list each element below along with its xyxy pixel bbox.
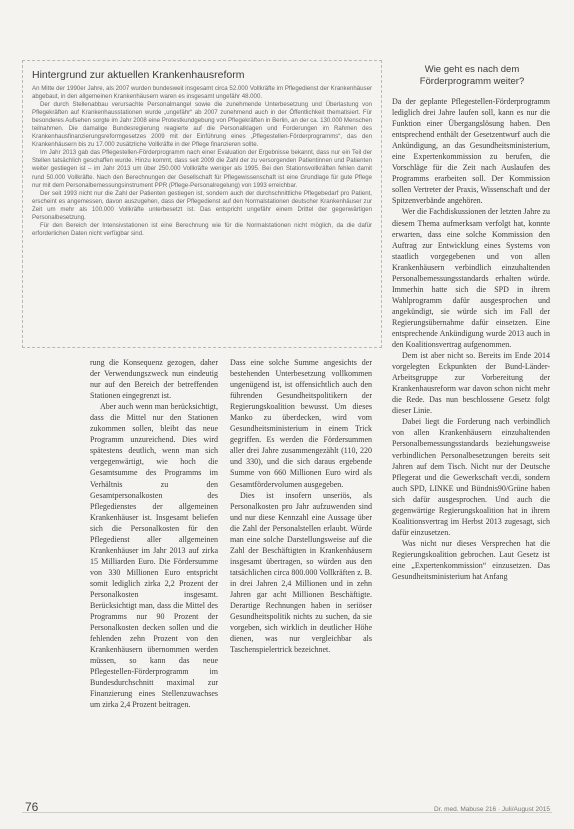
info-box-paragraph: Der durch Stellenabbau verursachte Personalmangel sowie die zunehmende Unterbesetzung und Überlastung von Pflegekräften auf Krankenhausstationen wurde „ungefähr“ ab 2007 zunehmend auch in der Öffentlichkeit thematisiert. Für besonderes Aufsehen sorgte im Jahr 2008 eine Protestkundgebung von Pflegekräften in Berlin, an der ca. 130.000 Menschen teilnahmen. Die damalige Bundesregierung reagierte auf die Personalklagen und Forderungen im Rahmen des Krankenhausfinanzierungsreformgesetzes 2009 mit der Einführung eines „Pflegestellen-Förderprogramms“, das den Krankenhäusern bis zu 17.000 zusätzliche Vollkräfte in der Pflege finanzieren sollte. — [32, 101, 372, 149]
middle-paragraph: Dies ist insofern unseriös, als Personalkosten pro Jahr aufzuwenden sind und nur diese Kennzahl eine Aussage über die Zahl der Personalstellen erlaubt. Würde man eine solche Darstellungsweise auf die Zahl der Beschäftigten in Krankenhäusern insgesamt übertragen, so würden aus den tatsächlichen circa 800.000 Vollkräften z. B. in drei Jahren 2,4 Millionen und in zehn Jahren gar acht Millionen Beschäftigte. Derartige Rechnungen haben in seriöser Gesundheitspolitik nichts zu suchen, da sie vorgeben, sich wirklich in deutlicher Höhe dienen, was nur vergleichbar als Taschenspielertrick bezeichnet. — [230, 490, 372, 655]
journal-footer: Dr. med. Mabuse 216 · Juli/August 2015 — [434, 806, 550, 813]
info-box-text — [32, 85, 372, 238]
middle-paragraph: Dass eine solche Summe angesichts der bestehenden Unterbesetzung vollkommen ungenügend ist, ist offensichtlich auch den führenden Gesundheitspolitikern der Regierungskoalition bewusst. Um dieses Manko zu überdecken, wird vom Gesundheitsministerium in einem Trick gegriffen. Es werden die Fördersummen aller drei Jahre zusammengezählt (110, 220 und 330), und die sich daraus ergebende Summe von 660 Millionen Euro wird als Gesamtfördervolumen ausgegeben. — [230, 358, 372, 489]
right-paragraph: Da der geplante Pflegestellen-Förderprogramm lediglich drei Jahre laufen soll, kann es nur die Funktion einer Übergangslösung haben. Den entsprechend enthält der Gesetzentwurf auch die Ankündigung, an das Gesundheitsministerium, eine Expertenkommission zu berufen, die Vorschläge für die Zeit nach Auslaufen des Programms erarbeiten soll. Der Kommission sollen Vertreter der Praxis, Wissenschaft und der Spitzenverbände angehören. — [392, 97, 550, 206]
info-box — [22, 60, 382, 348]
right-paragraph: Was nicht nur dieses Versprechen hat die Regierungskoalition gebrochen. Laut Gesetz ist eine „Expertenkommission“ einzusetzen. Das Gesundheitsministerium hat Anfang — [392, 538, 550, 582]
info-box-paragraph: Der seit 1993 nicht nur die Zahl der Patienten gestiegen ist, sondern auch der durchschnittliche Pflegebedarf pro Patient, erscheint es angemessen, davon auszugehen, dass der Pflegedienst auf den Normalstationen deutscher Krankenhäuser zur Zeit um mehr als 100.000 Vollkräfte unterbesetzt ist. Das entspricht ungefähr einem Drittel der gegenwärtigen Personalbesetzung. — [32, 189, 372, 221]
info-box-paragraph: An Mitte der 1990er Jahre, als 2007 wurden bundesweit insgesamt circa 52.000 Vollkräfte im Pflegedienst der Krankenhäuser abgebaut, in den allgemeinen Krankenhäusern waren es insgesamt ungefähr 48.000. — [32, 85, 372, 101]
left-text-column — [90, 357, 218, 711]
left-paragraph: Aber auch wenn man berücksichtigt, dass die Mittel nur den Stationen zukommen sollen, bleibt das neue Programm unzureichend. Dies wird spätestens deutlich, wenn man sich vergegenwärtigt, wie hoch die Gesamtsumme des Programms im Verhältnis zu den Gesamtpersonalkosten des Pflegedienstes der allgemeinen Krankenhäuser ist. Insgesamt beliefen sich die Personalkosten für den Pflegedienst aller allgemeinen Krankenhäuser im Jahr 2013 auf zirka 15 Milliarden Euro. Die Fördersumme von 330 Millionen Euro entspricht somit lediglich zirka 2,2 Prozent der Personalkosten insgesamt. Berücksichtigt man, dass die Mittel des Programms nur 90 Prozent der Personalkosten decken sollen und die fehlenden zehn Prozent von den Krankenhäusern übernommen werden müssen, so kann das neue Pflegestellen-Förderprogramm im Bundesdurchschnitt maximal zur Finanzierung eines Stellenzuwachses um zirka 2,4 Prozent beitragen. — [90, 402, 218, 710]
page-number: 76 — [25, 800, 39, 814]
info-box-title: Hintergrund zur aktuellen Krankenhausreform — [32, 69, 245, 81]
right-column-heading: Wie geht es nach dem Förderprogramm weiter? — [419, 64, 525, 87]
info-box-paragraph: Im Jahr 2013 gab das Pflegestellen-Förderprogramm nach einer Evaluation der Ergebnisse bekannt, dass nur ein Teil der Stellen tatsächlich geschaffen wurde. Hinzu kommt, dass seit 2009 die Zahl der zu versorgenden Patientinnen und Patienten weiter gestiegen ist – im Jahr 2013 um über 250.000 Vollkräfte weniger als 1995. Bei den Stationsvollkräften fehlen damit rund 50.000 Vollkräfte. Nach den Berechnungen der Gesellschaft für Pflegewissenschaft ist eine Grundlage für gute Pflege nur mit dem Personalbemessungsinstrument PPR (Pflege-Personalregelung) von 1993 erreichbar. — [32, 149, 372, 189]
right-column-body — [392, 96, 550, 582]
right-paragraph: Dabei liegt die Forderung nach verbindlich von allen Krankenhäusern einzuhaltenden Personalbemessungsstandards beziehungsweise verbindlichen Personalbesetzungen bereits seit Jahren auf dem Tisch. Nicht nur der Deutsche Pflegerat und die Gewerkschaft ver.di, sondern auch SPD, LINKE und Bündnis90/Grüne haben sich dafür ausgesprochen. Und auch die gegenwärtige Regierungskoalition hat in ihrem Koalitionsvertrag im Herbst 2013 zugesagt, sich dafür einzusetzen. — [392, 417, 550, 537]
middle-text-column — [230, 357, 372, 655]
right-paragraph: Dem ist aber nicht so. Bereits im Ende 2014 vorgelegten Eckpunkten der Bund-Länder-Arbeitsgruppe zur Vorbereitung der Krankenhausreform war davon schon nicht mehr die Rede. Das nun beschlossene Gesetz folgt dieser Linie. — [392, 351, 550, 416]
left-paragraph: rung die Konsequenz gezogen, daher der Verwendungszweck nun eindeutig nur auf den Bereich der betreffenden Stationen eingegrenzt ist. — [90, 358, 218, 401]
right-paragraph: Wer die Fachdiskussionen der letzten Jahre zu diesem Thema aufmerksam verfolgt hat, konnte erwarten, dass eine solche Kommission den Auftrag zur Entwicklung eines Systems von staatlich vorgegebenen und von allen Krankenhäusern verbindlich einzuhaltenden Personalbemessungsstandards erhalten würde. Immerhin hatte sich die SPD in ihrem Wahlprogramm dafür ausgesprochen und angekündigt, sie würde sich im Fall der Regierungsübernahme dafür einsetzen. Eine entsprechende Ankündigung wurde 2013 auch in den Koalitionsvertrag aufgenommen. — [392, 207, 550, 350]
info-box-paragraph: Für den Bereich der Intensivstationen ist eine Berechnung wie für die Normalstationen nicht möglich, da die dafür erforderlichen Daten nicht verfügbar sind. — [32, 221, 372, 237]
right-column — [392, 60, 552, 582]
